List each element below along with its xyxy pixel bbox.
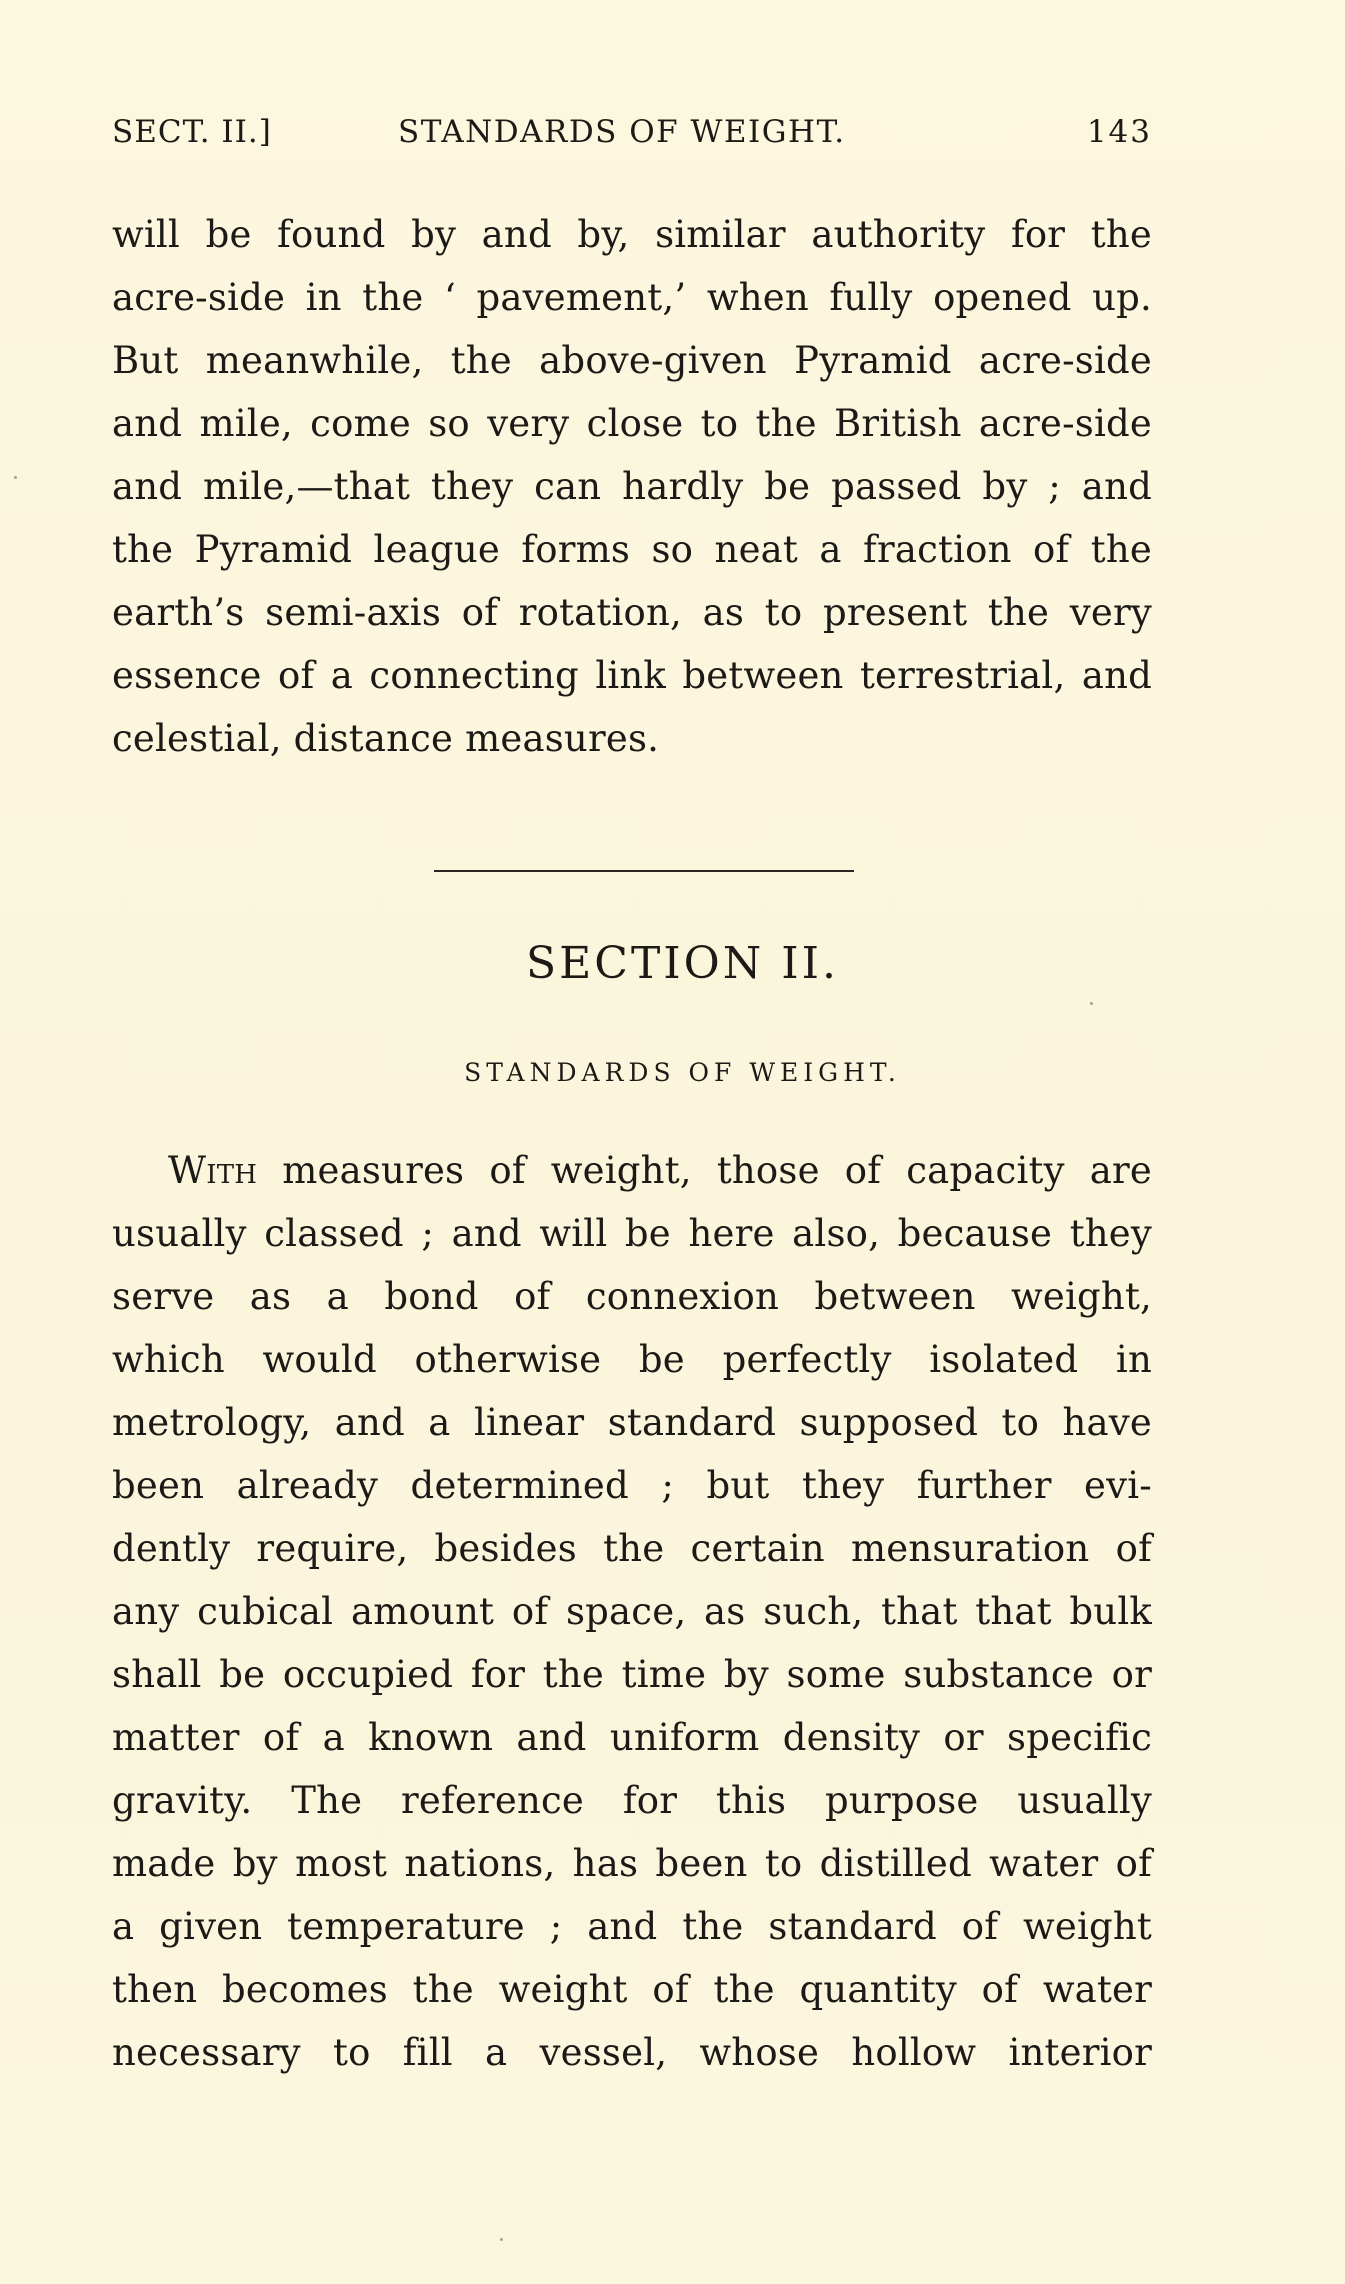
text-line: then becomes the weight of the quantity of water (112, 1968, 1152, 2011)
running-head (112, 114, 1152, 164)
text-line: gravity. The reference for this purpose usually (112, 1779, 1152, 1822)
running-head-section: SECT. II.] (112, 114, 272, 150)
text-line: any cubical amount of space, as such, that that bulk (112, 1590, 1152, 1633)
text-line: serve as a bond of connexion between weight, (112, 1275, 1152, 1318)
paper-speck (14, 476, 17, 479)
section-heading: SECTION II. (526, 938, 839, 989)
text-line: which would otherwise be perfectly isolated in (112, 1338, 1152, 1381)
paper-speck (500, 2238, 503, 2241)
paper-speck (1090, 1002, 1093, 1005)
text-line: a given temperature ; and the standard of weight (112, 1905, 1152, 1948)
text-line: essence of a connecting link between terrestrial, and (112, 654, 1152, 697)
show-through-text (120, 770, 131, 811)
text-line: dently require, besides the certain mensuration of (112, 1527, 1152, 1570)
text-line: celestial, distance measures. (112, 717, 660, 760)
text-line: earth’s semi-axis of rotation, as to present the very (112, 591, 1152, 634)
text-line: will be found by and by, similar authority for the (112, 213, 1152, 256)
text-line: But meanwhile, the above-given Pyramid acre-side (112, 339, 1152, 382)
text-line: acre-side in the ‘ pavement,’ when fully opened up. (112, 276, 1152, 319)
text-line: usually classed ; and will be here also, because they (112, 1212, 1152, 1255)
section-subheading: STANDARDS OF WEIGHT. (464, 1058, 901, 1087)
text-line: shall be occupied for the time by some substance or (112, 1653, 1152, 1696)
page-number: 143 (1086, 114, 1152, 150)
text-line: metrology, and a linear standard supposed to have (112, 1401, 1152, 1444)
running-head-title: STANDARDS OF WEIGHT. (398, 114, 846, 150)
text-line: the Pyramid league forms so neat a fraction of the (112, 528, 1152, 571)
text-line: necessary to fill a vessel, whose hollow interior (112, 2031, 1152, 2074)
text-line: been already determined ; but they further evi- (112, 1464, 1152, 1507)
section-divider-rule (434, 870, 854, 872)
text-line: and mile,—that they can hardly be passed by ; and (112, 465, 1152, 508)
lead-word: With (168, 1149, 258, 1192)
first-line-rest: measures of weight, those of capacity are (257, 1149, 1152, 1192)
text-line: matter of a known and uniform density or specific (112, 1716, 1152, 1759)
text-line-first (168, 1140, 1152, 1202)
text-line: made by most nations, has been to distilled water of (112, 1842, 1152, 1885)
text-line: and mile, come so very close to the British acre-side (112, 402, 1152, 445)
